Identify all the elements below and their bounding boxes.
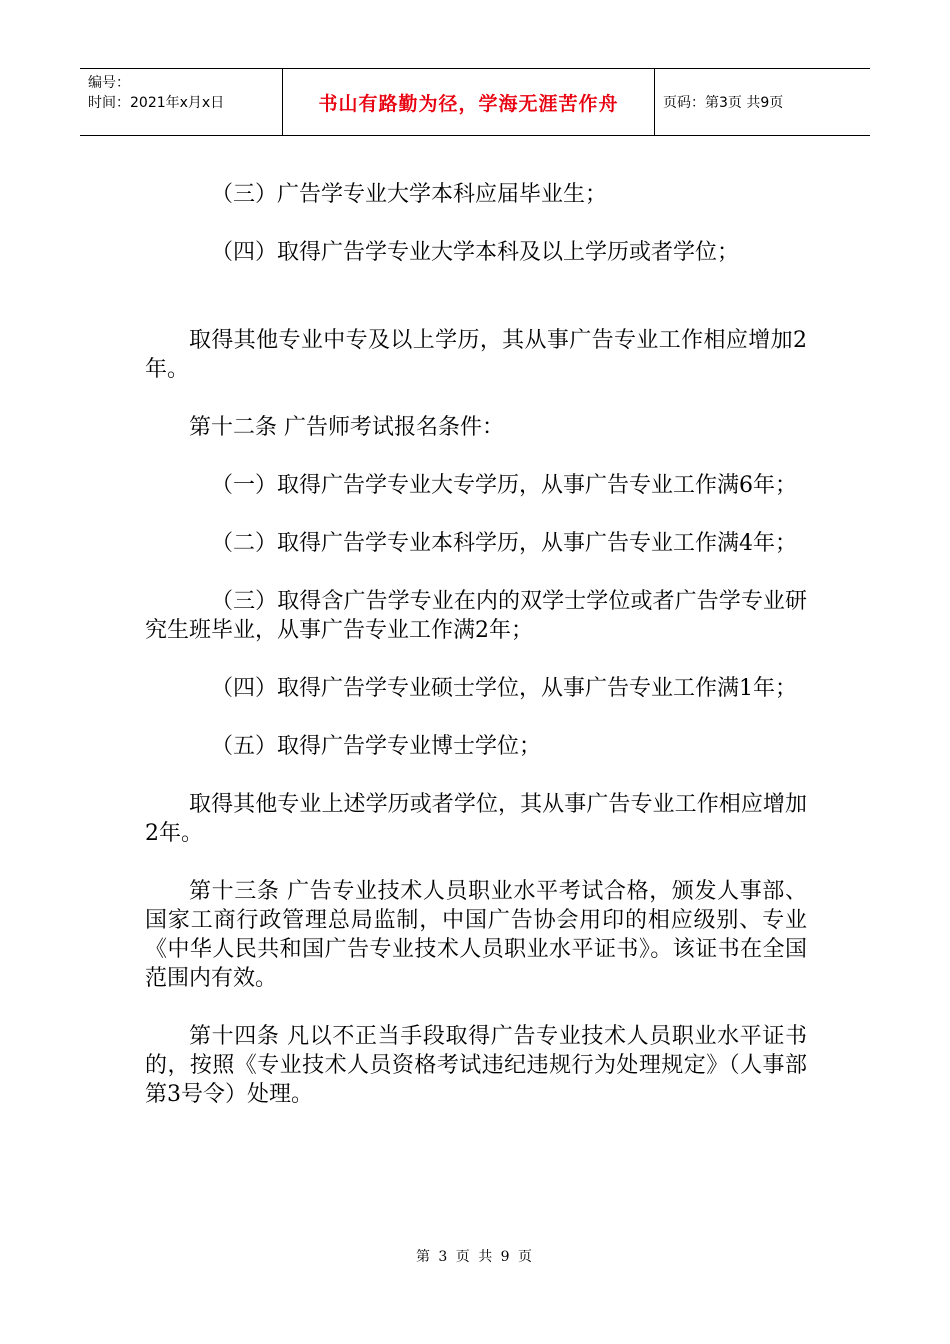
paragraph-item: （一）取得广告学专业大专学历，从事广告专业工作满6年； (211, 473, 797, 498)
article-paragraph: 第十四条 凡以不正当手段取得广告专业技术人员职业水平证书的，按照《专业技术人员资格考试违纪违规行为处理规定》（人事部第3号令）处理。 (145, 1024, 807, 1107)
paragraph-item: （三）取得含广告学专业在内的双学士学位或者广告学专业研究生班毕业，从事广告专业工作满2年； (145, 589, 807, 643)
paragraph-item: （二）取得广告学专业本科学历，从事广告专业工作满4年； (211, 531, 797, 556)
article-heading: 第十二条 广告师考试报名条件： (189, 415, 504, 440)
document-number-label: 编号： (88, 75, 130, 91)
paragraph-item: （四）取得广告学专业大学本科及以上学历或者学位； (211, 240, 740, 265)
paragraph: 取得其他专业中专及以上学历，其从事广告专业工作相应增加2年。 (145, 328, 807, 382)
header-meta (80, 69, 283, 135)
paragraph-item: （五）取得广告学专业博士学位； (211, 734, 542, 759)
paragraph: 取得其他专业上述学历或者学位，其从事广告专业工作相应增加2年。 (145, 792, 807, 846)
document-body (145, 180, 807, 1109)
header-page-info: 页码：第3页 共9页 (663, 95, 784, 111)
paragraph-item: （四）取得广告学专业硕士学位，从事广告专业工作满1年； (211, 676, 797, 701)
article-paragraph: 第十三条 广告专业技术人员职业水平考试合格，颁发人事部、国家工商行政管理总局监制，中国广告协会用印的相应级别、专业《中华人民共和国广告专业技术人员职业水平证书》。该证书在全国范围内有效。 (145, 879, 807, 991)
page-header (80, 68, 870, 136)
page-footer: 第 3 页 共 9 页 (415, 1249, 535, 1265)
paragraph-item: （三）广告学专业大学本科应届毕业生； (211, 182, 608, 207)
document-date: 时间：2021年x月x日 (88, 95, 225, 111)
header-motto: 书山有路勤为径，学海无涯苦作舟 (283, 69, 655, 135)
